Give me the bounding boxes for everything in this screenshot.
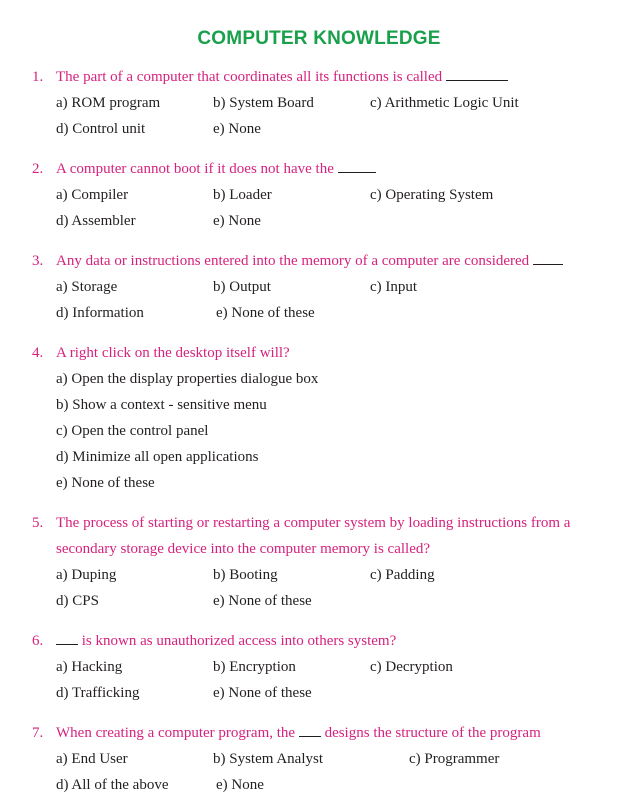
option-a: a) Compiler [56, 187, 129, 203]
option-d: d) Assembler [56, 213, 136, 229]
option-c: c) Padding [370, 567, 435, 583]
option-e: e) None of these [213, 685, 312, 701]
question-3 [32, 248, 602, 274]
option-c: c) Input [370, 279, 418, 295]
question-6 [32, 628, 602, 654]
option-d: d) CPS [56, 593, 99, 609]
question-text: Any data or instructions entered into the memory of a computer are considered [56, 253, 530, 269]
option-d: d) Trafficking [56, 685, 140, 701]
option-a: a) Duping [56, 567, 117, 583]
option-e: e) None of these [216, 305, 315, 321]
question-text: The part of a computer that coordinates all its functions is called [56, 69, 443, 85]
answer-blank [338, 160, 376, 173]
option-c: c) Operating System [370, 187, 494, 203]
option-a: a) End User [56, 751, 128, 767]
option-c: c) Decryption [370, 659, 453, 675]
option-e: e) None [213, 213, 261, 229]
question-text: is known as unauthorized access into others system? [81, 633, 397, 649]
option-b: b) System Board [213, 95, 314, 111]
question-2 [32, 156, 602, 182]
option-a: a) Open the display properties dialogue box [56, 371, 319, 387]
answer-blank [56, 632, 78, 645]
option-e: e) None of these [213, 593, 312, 609]
question-number: 5. [32, 515, 44, 531]
option-e: e) None of these [56, 475, 155, 491]
question-4 [32, 340, 602, 366]
question-number: 2. [32, 161, 44, 177]
question-text: The process of starting or restarting a computer system by loading instructions from a secondary storage device into the computer memory is called? [56, 515, 571, 557]
question-7 [32, 720, 602, 746]
page-title: COMPUTER KNOWLEDGE [197, 28, 441, 49]
question-number: 1. [32, 69, 44, 85]
option-b: b) Booting [213, 567, 278, 583]
question-text: A right click on the desktop itself will? [56, 345, 290, 361]
question-text-end: designs the structure of the program [324, 725, 541, 741]
option-c: c) Open the control panel [56, 423, 209, 439]
question-number: 7. [32, 725, 44, 741]
question-number: 4. [32, 345, 44, 361]
question-number: 3. [32, 253, 44, 269]
option-b: b) Encryption [213, 659, 296, 675]
question-5 [32, 510, 602, 562]
question-text: A computer cannot boot if it does not have the [56, 161, 334, 177]
option-a: a) Hacking [56, 659, 123, 675]
question-text-start: When creating a computer program, the [56, 725, 296, 741]
option-e: e) None [216, 777, 264, 793]
answer-blank [446, 68, 508, 81]
option-b: b) Loader [213, 187, 272, 203]
answer-blank [533, 252, 563, 265]
option-b: b) System Analyst [213, 751, 324, 767]
option-d: d) Minimize all open applications [56, 449, 259, 465]
option-a: a) ROM program [56, 95, 161, 111]
option-b: b) Show a context - sensitive menu [56, 397, 267, 413]
option-e: e) None [213, 121, 261, 137]
question-number: 6. [32, 633, 44, 649]
question-1 [32, 64, 602, 90]
option-d: d) All of the above [56, 777, 169, 793]
option-c: c) Programmer [409, 751, 500, 767]
option-a: a) Storage [56, 279, 118, 295]
answer-blank [299, 724, 321, 737]
option-d: d) Information [56, 305, 144, 321]
option-c: c) Arithmetic Logic Unit [370, 95, 519, 111]
option-d: d) Control unit [56, 121, 146, 137]
option-b: b) Output [213, 279, 271, 295]
